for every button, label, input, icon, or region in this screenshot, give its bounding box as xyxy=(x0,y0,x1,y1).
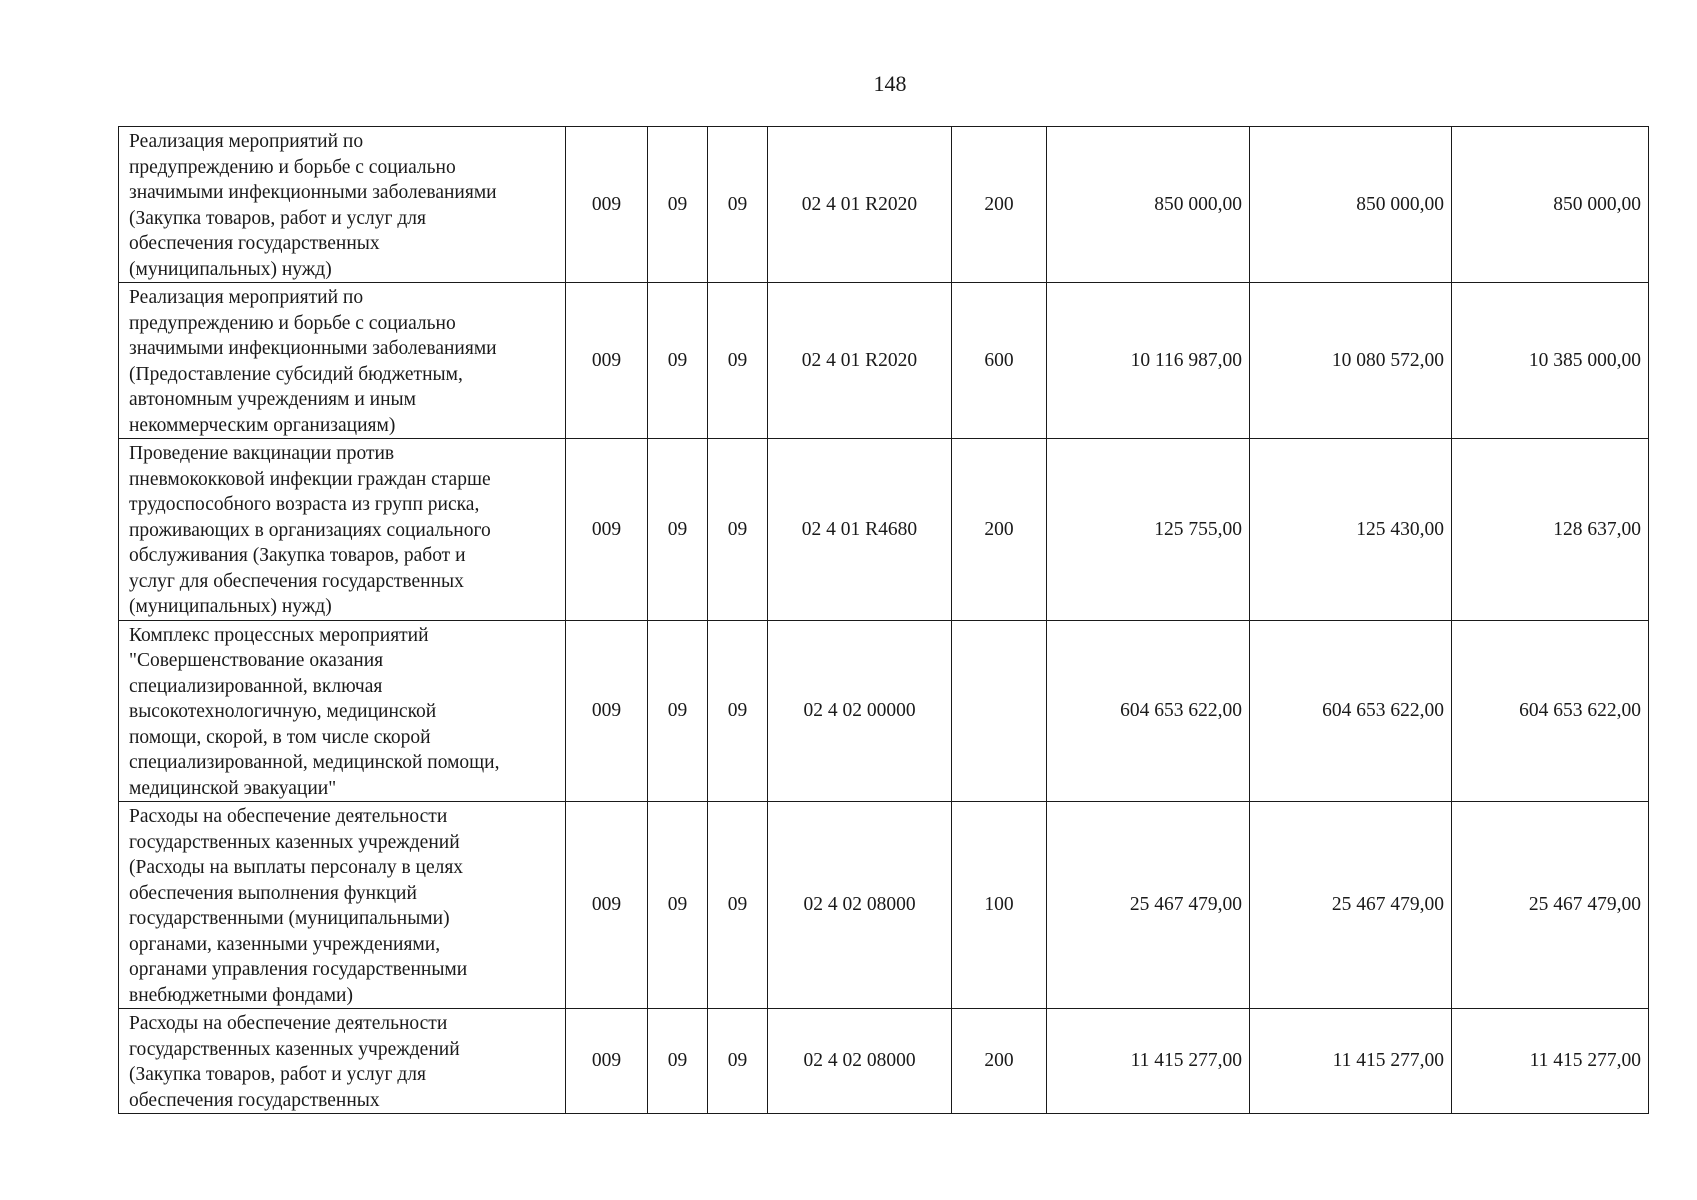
description-line: (Закупка товаров, работ и услуг для xyxy=(129,207,426,229)
description-line: Реализация мероприятий по xyxy=(129,287,364,308)
expense-description xyxy=(119,283,566,439)
section-code: 09 xyxy=(648,127,708,283)
expense-type-code: 100 xyxy=(952,802,1047,1009)
amount-year-2: 10 080 572,00 xyxy=(1250,283,1452,439)
amount-year-3: 128 637,00 xyxy=(1452,439,1649,621)
expense-description xyxy=(119,127,566,283)
section-code: 09 xyxy=(648,283,708,439)
ministry-code: 009 xyxy=(566,802,648,1009)
description-line: "Совершенствование оказания xyxy=(129,650,384,671)
description-line: Расходы на обеспечение деятельности xyxy=(129,1013,448,1034)
subsection-code: 09 xyxy=(708,439,768,621)
table-row xyxy=(119,620,1649,802)
ministry-code: 009 xyxy=(566,439,648,621)
amount-year-3: 11 415 277,00 xyxy=(1452,1009,1649,1114)
description-line: обеспечения государственных xyxy=(129,233,380,254)
description-line: Реализация мероприятий по xyxy=(129,131,364,152)
amount-year-2: 604 653 622,00 xyxy=(1250,620,1452,802)
ministry-code: 009 xyxy=(566,1009,648,1114)
description-line: (Расходы на выплаты персоналу в целях xyxy=(129,857,464,878)
description-line: Комплекс процессных мероприятий xyxy=(129,624,429,646)
section-code: 09 xyxy=(648,439,708,621)
section-code: 09 xyxy=(648,620,708,802)
amount-year-3: 10 385 000,00 xyxy=(1452,283,1649,439)
ministry-code: 009 xyxy=(566,283,648,439)
amount-year-1: 10 116 987,00 xyxy=(1047,283,1250,439)
ministry-code: 009 xyxy=(566,127,648,283)
subsection-code: 09 xyxy=(708,283,768,439)
expense-type-code: 200 xyxy=(952,1009,1047,1114)
amount-year-1: 25 467 479,00 xyxy=(1047,802,1250,1009)
description-line: некоммерческим организациям) xyxy=(129,414,396,436)
table-body xyxy=(119,127,1649,1114)
expense-description xyxy=(119,1009,566,1114)
expense-type-code xyxy=(952,620,1047,802)
subsection-code: 09 xyxy=(708,1009,768,1114)
description-line: внебюджетными фондами) xyxy=(129,984,353,1006)
description-line: проживающих в организациях социального xyxy=(129,519,491,541)
subsection-code: 09 xyxy=(708,802,768,1009)
table-row xyxy=(119,127,1649,283)
description-line: органами, казенными учреждениями, xyxy=(129,933,441,955)
amount-year-3: 604 653 622,00 xyxy=(1452,620,1649,802)
description-line: значимыми инфекционными заболеваниями xyxy=(129,182,497,203)
amount-year-1: 850 000,00 xyxy=(1047,127,1250,283)
description-line: значимыми инфекционными заболеваниями xyxy=(129,338,497,359)
page-number: 148 xyxy=(873,71,907,96)
description-line: специализированной, медицинской помощи, xyxy=(129,752,500,773)
target-article-code: 02 4 01 R4680 xyxy=(768,439,952,621)
amount-year-1: 11 415 277,00 xyxy=(1047,1009,1250,1114)
subsection-code: 09 xyxy=(708,127,768,283)
description-line: органами управления государственными xyxy=(129,959,468,980)
description-line: пневмококковой инфекции граждан старше xyxy=(129,468,491,490)
description-line: обслуживания (Закупка товаров, работ и xyxy=(129,545,466,566)
expense-type-code: 600 xyxy=(952,283,1047,439)
amount-year-2: 11 415 277,00 xyxy=(1250,1009,1452,1114)
description-line: предупреждению и борьбе с социально xyxy=(129,156,456,178)
amount-year-2: 25 467 479,00 xyxy=(1250,802,1452,1009)
description-line: (Предоставление субсидий бюджетным, xyxy=(129,363,463,385)
description-line: медицинской эвакуации" xyxy=(129,777,337,799)
description-line: трудоспособного возраста из групп риска, xyxy=(129,494,480,515)
description-line: обеспечения государственных xyxy=(129,1089,380,1111)
description-line: государственных казенных учреждений xyxy=(129,1038,460,1060)
budget-table xyxy=(118,126,1649,1114)
expense-type-code: 200 xyxy=(952,439,1047,621)
table-row xyxy=(119,1009,1649,1114)
target-article-code: 02 4 02 08000 xyxy=(768,1009,952,1114)
target-article-code: 02 4 02 08000 xyxy=(768,802,952,1009)
description-line: специализированной, включая xyxy=(129,675,383,697)
section-code: 09 xyxy=(648,1009,708,1114)
expense-description xyxy=(119,802,566,1009)
expense-type-code: 200 xyxy=(952,127,1047,283)
amount-year-2: 125 430,00 xyxy=(1250,439,1452,621)
description-line: обеспечения выполнения функций xyxy=(129,882,417,904)
description-line: Проведение вакцинации против xyxy=(129,443,395,464)
amount-year-2: 850 000,00 xyxy=(1250,127,1452,283)
amount-year-3: 850 000,00 xyxy=(1452,127,1649,283)
description-line: предупреждению и борьбе с социально xyxy=(129,312,456,334)
description-line: государственных казенных учреждений xyxy=(129,831,460,853)
expense-description xyxy=(119,620,566,802)
expense-description xyxy=(119,439,566,621)
description-line: высокотехнологичную, медицинской xyxy=(129,701,437,722)
table-row xyxy=(119,802,1649,1009)
description-line: автономным учреждениям и иным xyxy=(129,389,416,410)
ministry-code: 009 xyxy=(566,620,648,802)
description-line: (муниципальных) нужд) xyxy=(129,596,332,617)
section-code: 09 xyxy=(648,802,708,1009)
description-line: Расходы на обеспечение деятельности xyxy=(129,806,448,827)
description-line: (Закупка товаров, работ и услуг для xyxy=(129,1064,426,1085)
target-article-code: 02 4 02 00000 xyxy=(768,620,952,802)
target-article-code: 02 4 01 R2020 xyxy=(768,127,952,283)
target-article-code: 02 4 01 R2020 xyxy=(768,283,952,439)
table-row xyxy=(119,439,1649,621)
description-line: помощи, скорой, в том числе скорой xyxy=(129,726,431,748)
table-row xyxy=(119,283,1649,439)
amount-year-1: 604 653 622,00 xyxy=(1047,620,1250,802)
description-line: государственными (муниципальными) xyxy=(129,908,450,929)
subsection-code: 09 xyxy=(708,620,768,802)
description-line: услуг для обеспечения государственных xyxy=(129,570,464,592)
amount-year-1: 125 755,00 xyxy=(1047,439,1250,621)
amount-year-3: 25 467 479,00 xyxy=(1452,802,1649,1009)
description-line: (муниципальных) нужд) xyxy=(129,258,332,280)
